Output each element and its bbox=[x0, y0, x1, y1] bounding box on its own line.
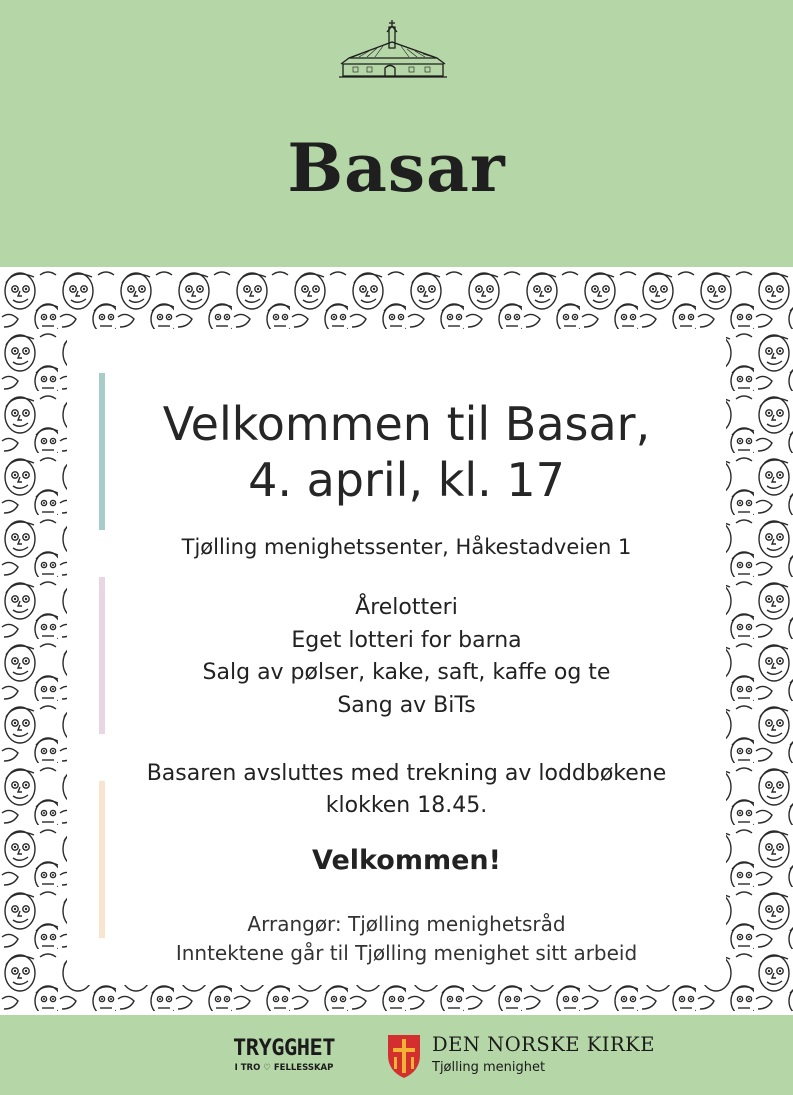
activity-item: Salg av pølser, kake, saft, kaffe og te bbox=[202, 660, 611, 685]
headline-line-1: Velkommen til Basar, bbox=[162, 397, 651, 451]
activities-list bbox=[67, 592, 746, 722]
headline-line-2: 4. april, kl. 17 bbox=[248, 453, 565, 507]
kirke-name: DEN NORSKE KIRKE bbox=[432, 1033, 655, 1056]
event-headline bbox=[67, 396, 746, 508]
church-icon bbox=[337, 18, 449, 80]
page-title: Basar bbox=[287, 129, 506, 207]
trygghet-logo bbox=[228, 1036, 340, 1080]
organizer-line-2: Inntektene går til Tjølling menighet sitt arbeid bbox=[175, 941, 638, 965]
closing-line-1: Basaren avsluttes med trekning av loddbøkene bbox=[146, 761, 667, 786]
activity-item: Eget lotteri for barna bbox=[291, 627, 522, 653]
closing-info bbox=[67, 758, 746, 822]
kirke-parish: Tjølling menighet bbox=[432, 1060, 546, 1075]
den-norske-kirke-logo bbox=[386, 1031, 655, 1083]
organizer-info bbox=[67, 910, 746, 968]
trygghet-logo-title: TRYGGHET bbox=[233, 1036, 335, 1061]
welcome-text: Velkommen! bbox=[312, 845, 501, 876]
event-address: Tjølling menighetssenter, Håkestadveien 1 bbox=[181, 535, 632, 559]
organizer-line-1: Arrangør: Tjølling menighetsråd bbox=[247, 912, 566, 936]
trygghet-logo-tagline: I TRO ♡ FELLESSKAP bbox=[234, 1063, 334, 1073]
activity-item: Sang av BiTs bbox=[337, 692, 476, 718]
activity-item: Årelotteri bbox=[355, 595, 458, 620]
closing-line-2: klokken 18.45. bbox=[325, 793, 488, 818]
church-shield-icon bbox=[386, 1033, 422, 1079]
